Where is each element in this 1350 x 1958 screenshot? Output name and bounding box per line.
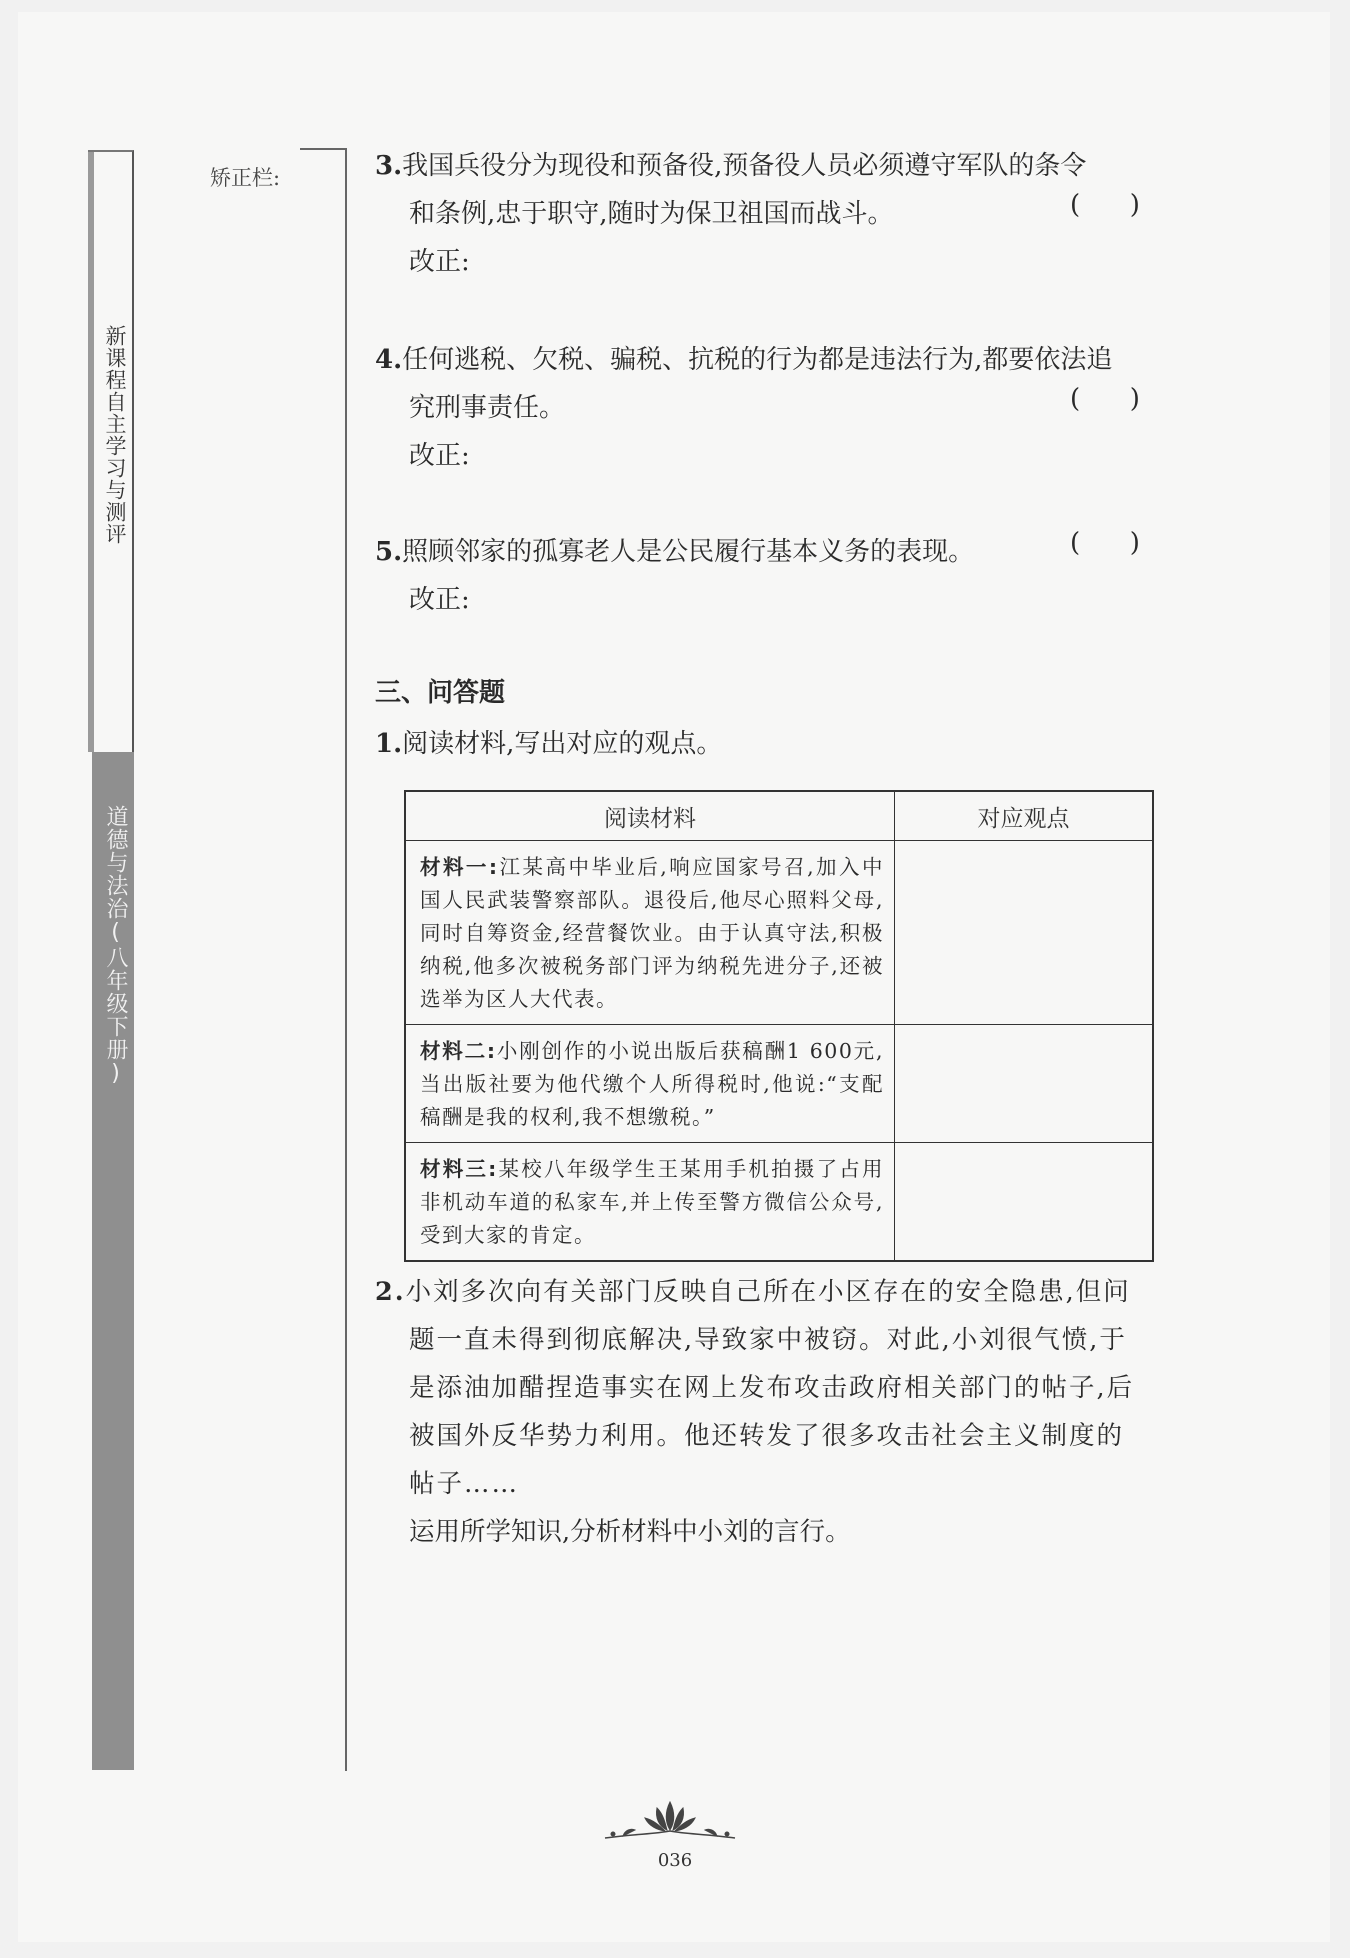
question-text-line: 和条例,忠于职守,随时为保卫祖国而战斗。 (409, 199, 894, 229)
material-label: 材料二: (420, 1039, 497, 1063)
correction-prompt: 改正: (409, 247, 470, 277)
material-cell (405, 1025, 895, 1143)
judgment-question-5 (375, 528, 974, 624)
table-row (405, 841, 1153, 1025)
material-text: 江某高中毕业后,响应国家号召,加入中国人民武装警察部队。退役后,他尽心照料父母,同时自筹资金,经营餐饮业。由于认真守法,积极纳税,他多次被税务部门评为纳税先进分子,还被选举为区人大代表。 (420, 855, 884, 1011)
page-number: 036 (657, 1850, 693, 1871)
table-header-row (405, 791, 1153, 841)
viewpoint-answer-cell[interactable] (895, 1143, 1154, 1262)
judgment-question-4 (375, 336, 1112, 480)
question-text-line: 任何逃税、欠税、骗税、抗税的行为都是违法行为,都要依法追 (402, 345, 1113, 375)
question-text-line: 是添油加醋捏造事实在网上发布攻击政府相关部门的帖子,后 (409, 1373, 1135, 1403)
question-text-line: 题一直未得到彻底解决,导致家中被窃。对此,小刘很气愤,于 (409, 1325, 1127, 1355)
judgment-question-3 (375, 142, 1086, 286)
viewpoint-answer-cell[interactable] (895, 841, 1154, 1025)
question-text-line: 小刘多次向有关部门反映自己所在小区存在的安全隐患,但问 (405, 1277, 1131, 1307)
table-row (405, 1143, 1153, 1262)
material-text: 小刚创作的小说出版后获稿酬1 600元,当出版社要为他代缴个人所得税时,他说:“支配稿酬是我的权利,我不想缴税。” (420, 1039, 885, 1129)
material-label: 材料一: (420, 855, 499, 879)
material-text: 某校八年级学生王某用手机拍摄了占用非机动车道的私家车,并上传至警方微信公众号,受到大家的肯定。 (420, 1157, 884, 1247)
material-cell (405, 1143, 895, 1262)
table-header-viewpoint: 对应观点 (895, 791, 1154, 841)
answer-parentheses[interactable]: ( ) (1070, 190, 1140, 220)
qa-question-1 (375, 720, 722, 768)
qa-question-2 (375, 1268, 1155, 1556)
material-cell (405, 841, 895, 1025)
material-label: 材料三: (420, 1157, 498, 1181)
answer-parentheses[interactable]: ( ) (1070, 528, 1140, 558)
table-row (405, 1025, 1153, 1143)
correction-column-label: 矫正栏: (210, 166, 281, 190)
floral-ornament-icon (595, 1798, 745, 1848)
viewpoint-answer-cell[interactable] (895, 1025, 1154, 1143)
answer-parentheses[interactable]: ( ) (1070, 384, 1140, 414)
correction-column-divider (345, 148, 347, 1771)
question-text-line: 究刑事责任。 (409, 393, 566, 423)
question-text-line: 帖子…… (409, 1469, 520, 1499)
book-title: 道德与法治(八年级下册) (103, 805, 128, 1087)
correction-prompt: 改正: (409, 585, 470, 615)
question-text-line: 我国兵役分为现役和预备役,预备役人员必须遵守军队的条令 (402, 151, 1087, 181)
question-text-line: 被国外反华势力利用。他还转发了很多攻击社会主义制度的 (409, 1421, 1125, 1451)
series-title: 新课程自主学习与测评 (103, 325, 127, 545)
correction-column-top-rule (300, 148, 347, 150)
question-instruction: 运用所学知识,分析材料中小刘的言行。 (409, 1517, 851, 1547)
section-title: 三、问答题 (375, 678, 506, 708)
correction-prompt: 改正: (409, 441, 470, 471)
table-header-material: 阅读材料 (405, 791, 895, 841)
question-number: 5. (375, 537, 403, 567)
reading-material-table (404, 790, 1154, 1262)
question-number: 4. (375, 345, 403, 375)
question-number: 2. (375, 1277, 406, 1307)
question-number: 1. (375, 729, 403, 759)
question-text-line: 照顾邻家的孤寡老人是公民履行基本义务的表现。 (402, 537, 975, 567)
question-number: 3. (375, 151, 403, 181)
question-text: 阅读材料,写出对应的观点。 (402, 729, 723, 759)
